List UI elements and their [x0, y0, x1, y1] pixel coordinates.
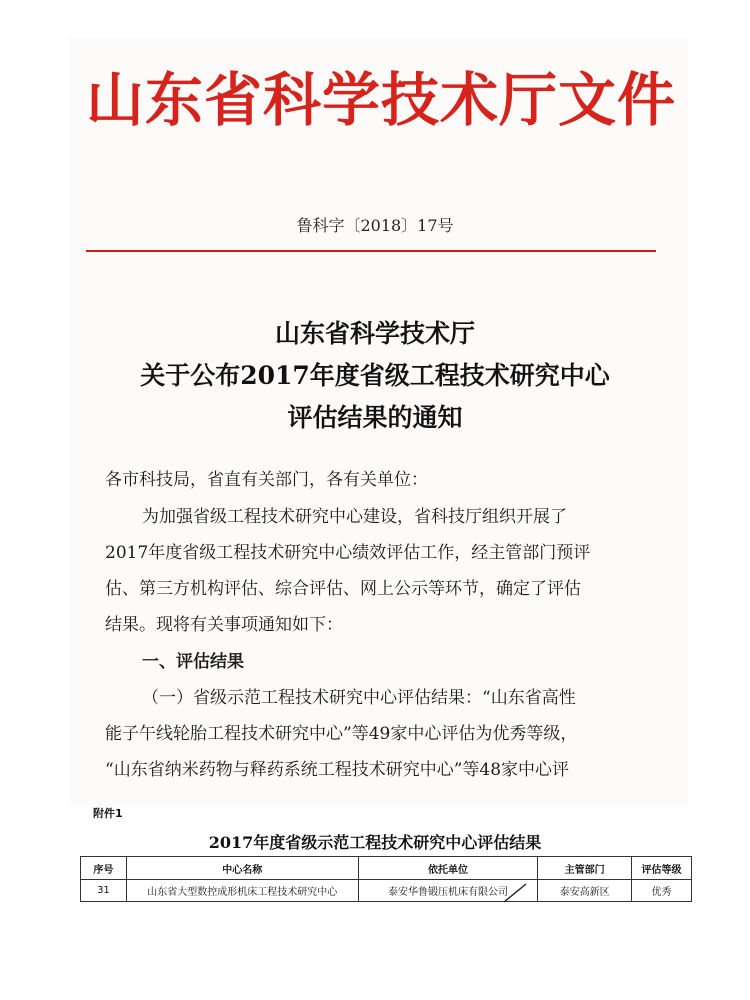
table-row: [81, 880, 692, 902]
document-header-title: 山东省科学技术厅文件: [86, 66, 677, 134]
column-header-center-name: 中心名称: [126, 857, 358, 880]
cell-index: 31: [81, 880, 127, 902]
paragraph-line-1: 为加强省级工程技术研究中心建设，省科技厅组织开展了: [142, 507, 567, 527]
column-header-host-unit: 依托单位: [358, 857, 538, 880]
document-number: 鲁科字〔2018〕17号: [296, 216, 454, 235]
result-line-1: （一）省级示范工程技术研究中心评估结果：“山东省高性: [142, 688, 576, 708]
results-table: [80, 856, 692, 902]
paragraph-line-4: 结果。现将有关事项通知如下：: [105, 615, 343, 635]
column-header-grade: 评估等级: [632, 857, 692, 880]
notice-title-line-3: 评估结果的通知: [287, 403, 463, 432]
attachment-label: 附件1: [93, 807, 123, 820]
cell-department: 泰安高新区: [538, 880, 632, 902]
column-header-index: 序号: [81, 857, 127, 880]
table-header-row: [81, 857, 692, 880]
pen-stroke-mark: [500, 880, 530, 904]
paragraph-line-3: 估、第三方机构评估、综合评估、网上公示等环节，确定了评估: [105, 579, 581, 599]
page-cutoff: [0, 903, 750, 1000]
notice-title-line-2: 关于公布2017年度省级工程技术研究中心: [140, 361, 610, 390]
result-line-3: “山东省纳米药物与释药系统工程技术研究中心”等48家中心评: [105, 760, 570, 780]
attachment-title: 2017年度省级示范工程技术研究中心评估结果: [208, 833, 542, 852]
paragraph-line-2: 2017年度省级工程技术研究中心绩效评估工作，经主管部门预评: [105, 543, 591, 563]
cell-grade: 优秀: [632, 880, 692, 902]
notice-title-line-1: 山东省科学技术厅: [274, 319, 475, 348]
cell-host-unit: 泰安华鲁锻压机床有限公司: [358, 880, 538, 902]
result-line-2: 能子午线轮胎工程技术研究中心”等49家中心评估为优秀等级，: [105, 724, 578, 744]
column-header-department: 主管部门: [538, 857, 632, 880]
cell-center-name: 山东省大型数控成形机床工程技术研究中心: [126, 880, 358, 902]
header-divider: [86, 250, 656, 252]
section-heading: 一、评估结果: [142, 652, 244, 672]
addressee: 各市科技局，省直有关部门，各有关单位：: [105, 470, 428, 490]
